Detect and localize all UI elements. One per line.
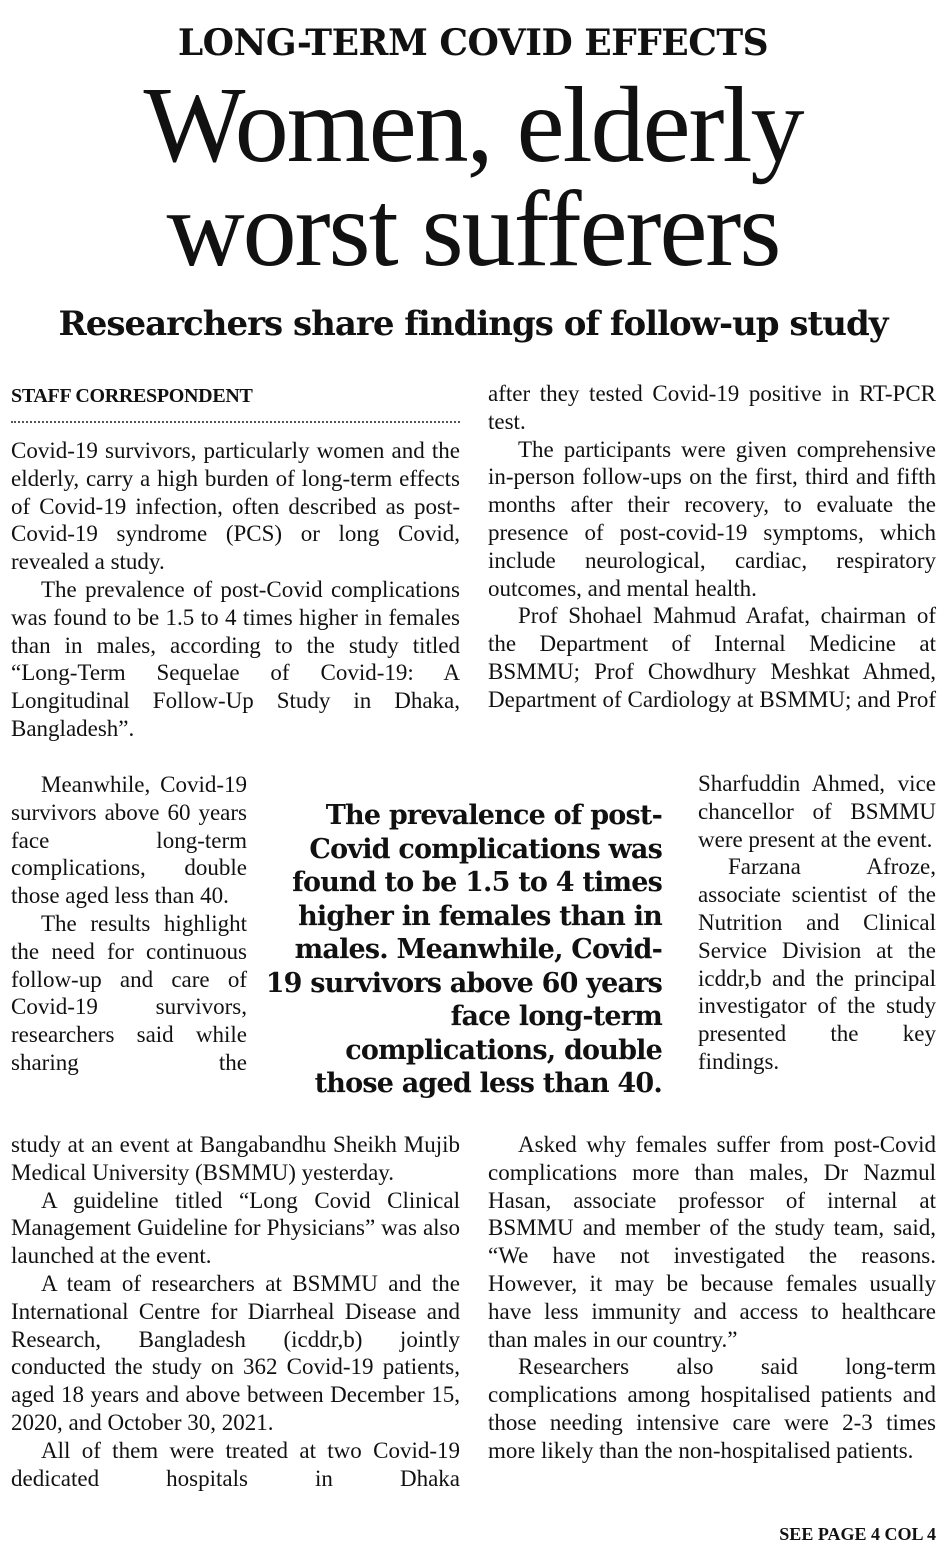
headline-line-1: Women, elderly bbox=[143, 66, 803, 185]
column-1-bottom bbox=[11, 1131, 460, 1492]
column-2-bottom bbox=[488, 1131, 936, 1465]
body-paragraph-9-end: Sharfuddin Ahmed, vice chancellor of BSMMU were present at the event. bbox=[698, 771, 936, 852]
column-1-top bbox=[11, 437, 460, 743]
body-paragraph-9-start: Prof Shohael Mahmud Arafat, chairman of the Department of Internal Medicine at BSMMU; Prof Chowdhury Meshkat Ahmed, Department of Cardiology at BSMMU; and Prof bbox=[488, 603, 936, 712]
headline bbox=[0, 66, 946, 289]
pull-quote: The prevalence of post-Covid complications was found to be 1.5 to 4 times higher in females than in males. Meanwhile, Covid-19 survivors above 60 years face long-term complications, double those aged less than 40. bbox=[265, 800, 662, 1099]
column-2-wrap bbox=[698, 770, 936, 1076]
body-paragraph-4-start: The results highlight the need for continuous follow-up and care of Covid-19 survivors, researchers said while sharing the bbox=[11, 910, 247, 1075]
body-paragraph-5: A guideline titled “Long Covid Clinical Management Guideline for Physicians” was also launched at the event. bbox=[11, 1187, 460, 1269]
body-paragraph-6: A team of researchers at BSMMU and the International Centre for Diarrheal Disease and Research, Bangladesh (icddr,b) jointly conducted the study on 362 Covid-19 patients, aged 18 years and above between December 15, 2020, and October 30, 2021. bbox=[11, 1270, 460, 1435]
body-paragraph-11: Asked why females suffer from post-Covid complications more than males, Dr Nazmul Hasan, associate professor of internal at BSMMU and member of the study team, said, “We have not investigated the reasons. However, it may be because females usually have less immunity and access to healthcare than males in our country.” bbox=[488, 1132, 936, 1352]
body-paragraph-1: Covid-19 survivors, particularly women and the elderly, carry a high burden of long-term effects of Covid-19 infection, often described as post-Covid-19 syndrome (PCS) or long Covid, revealed a study. bbox=[11, 438, 460, 575]
kicker: LONG-TERM COVID EFFECTS bbox=[177, 22, 769, 64]
body-paragraph-4-end: study at an event at Bangabandhu Sheikh Mujib Medical University (BSMMU) yesterday. bbox=[11, 1132, 460, 1185]
headline-line-2: worst sufferers bbox=[166, 170, 780, 289]
body-paragraph-8: The participants were given comprehensive in-person follow-ups on the first, third and fifth months after their recovery, to evaluate the presence of post-covid-19 symptoms, which include neurological, cardiac, respiratory outcomes, and mental health. bbox=[488, 436, 936, 601]
deck-subheadline: Researchers share findings of follow-up study bbox=[58, 304, 888, 344]
column-1-wrap bbox=[11, 771, 247, 1077]
body-paragraph-2: The prevalence of post-Covid complications was found to be 1.5 to 4 times higher in females than in males, according to the study titled “Long-Term Sequelae of Covid-19: A Longitudinal Follow-Up Study in Dhaka, Bangladesh”. bbox=[11, 576, 460, 741]
body-paragraph-7-end: after they tested Covid-19 positive in RT-PCR test. bbox=[488, 381, 936, 434]
byline-divider bbox=[11, 421, 460, 423]
body-paragraph-3: Meanwhile, Covid-19 survivors above 60 years face long-term complications, double those aged less than 40. bbox=[11, 772, 247, 909]
byline: STAFF CORRESPONDENT bbox=[11, 385, 253, 407]
continuation-jump: SEE PAGE 4 COL 4 bbox=[779, 1524, 936, 1544]
column-2-top bbox=[488, 380, 936, 714]
body-paragraph-10: Farzana Afroze, associate scientist of the Nutrition and Clinical Service Division at the icddr,b and the principal investigator of the study presented the key findings. bbox=[698, 854, 936, 1074]
body-paragraph-7-start: All of them were treated at two Covid-19 dedicated hospitals in Dhaka bbox=[11, 1437, 460, 1491]
body-paragraph-12: Researchers also said long-term complications among hospitalised patients and those needing intensive care were 2-3 times more likely than the non-hospitalised patients. bbox=[488, 1354, 936, 1463]
